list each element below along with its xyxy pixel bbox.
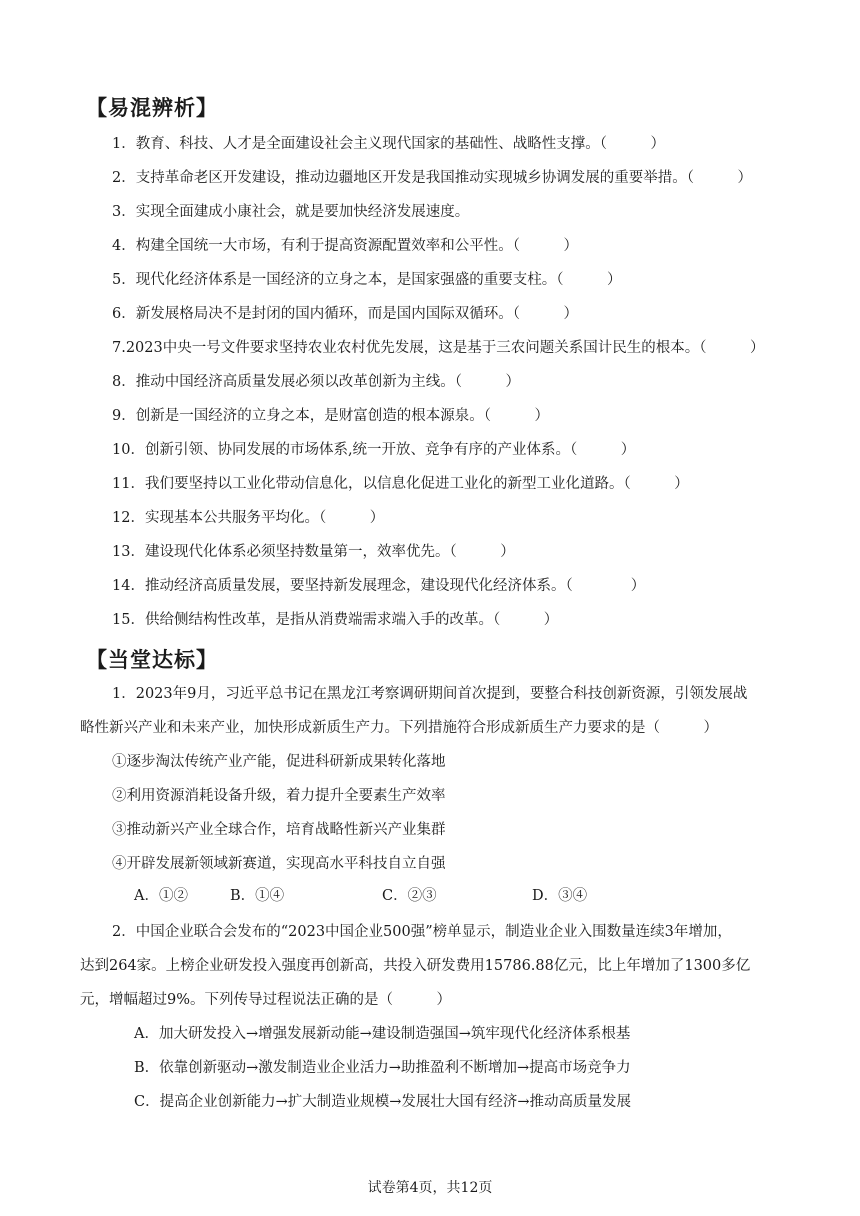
confusion-item-15: 15．供给侧结构性改革，是指从消费端需求端入手的改革。（ ）: [112, 612, 559, 628]
confusion-item-9: 9．创新是一国经济的立身之本，是财富创造的根本源泉。（ ）: [112, 408, 549, 424]
question-2-option-b: B．依靠创新驱动→激发制造业企业活力→助推盈利不断增加→提高市场竞争力: [134, 1060, 631, 1076]
confusion-item-2: 2．支持革命老区开发建设，推动边疆地区开发是我国推动实现城乡协调发展的重要举措。（ ）: [112, 170, 752, 186]
confusion-item-6: 6．新发展格局决不是封闭的国内循环，而是国内国际双循环。（ ）: [112, 306, 578, 322]
section-title-confusion: 【易混辨析】: [86, 96, 218, 120]
question-1-statement-3: ③推动新兴产业全球合作，培育战略性新兴产业集群: [112, 822, 446, 838]
question-2-option-c: C．提高企业创新能力→扩大制造业规模→发展壮大国有经济→推动高质量发展: [134, 1094, 632, 1110]
confusion-item-3: 3．实现全面建成小康社会，就是要加快经济发展速度。: [112, 204, 470, 220]
question-1-option-a: A．①②: [134, 888, 188, 904]
question-2-option-a: A．加大研发投入→增强发展新动能→建设制造强国→筑牢现代化经济体系根基: [134, 1026, 631, 1042]
confusion-item-11: 11．我们要坚持以工业化带动信息化，以信息化促进工业化的新型工业化道路。（ ）: [112, 476, 689, 492]
confusion-item-8: 8．推动中国经济高质量发展必须以改革创新为主线。（ ）: [112, 374, 520, 390]
question-2-stem-line-1: 2．中国企业联合会发布的“2023中国企业500强”榜单显示，制造业企业入围数量连续3年增加，: [112, 924, 732, 940]
question-1-option-d: D．③④: [532, 888, 588, 904]
question-1-statement-4: ④开辟发展新领域新赛道，实现高水平科技自立自强: [112, 856, 446, 872]
confusion-item-7: 7.2023中央一号文件要求坚持农业农村优先发展，这是基于三农问题关系国计民生的根本。（ ）: [112, 340, 765, 356]
confusion-item-5: 5．现代化经济体系是一国经济的立身之本，是国家强盛的重要支柱。（ ）: [112, 272, 622, 288]
question-1-stem-line-1: 1．2023年9月，习近平总书记在黑龙江考察调研期间首次提到，要整合科技创新资源，引领发展战: [112, 686, 748, 702]
confusion-item-1: 1．教育、科技、人才是全面建设社会主义现代国家的基础性、战略性支撑。（ ）: [112, 136, 665, 152]
section-title-practice: 【当堂达标】: [86, 648, 218, 672]
confusion-item-4: 4．构建全国统一大市场，有利于提高资源配置效率和公平性。（ ）: [112, 238, 578, 254]
page-footer: 试卷第4页，共12页: [367, 1180, 493, 1196]
question-1-statement-1: ①逐步淘汰传统产业产能，促进科研新成果转化落地: [112, 754, 446, 770]
question-1-option-b: B．①④: [230, 888, 285, 904]
confusion-item-13: 13．建设现代化体系必须坚持数量第一，效率优先。（ ）: [112, 544, 515, 560]
question-2-stem-line-3: 元，增幅超过9%。下列传导过程说法正确的是（ ）: [80, 992, 452, 1008]
confusion-item-12: 12．实现基本公共服务平均化。（ ）: [112, 510, 385, 526]
question-1-option-c: C．②③: [382, 888, 437, 904]
confusion-item-10: 10．创新引领、协同发展的市场体系,统一开放、竞争有序的产业体系。（ ）: [112, 442, 636, 458]
confusion-item-14: 14．推动经济高质量发展，要坚持新发展理念，建设现代化经济体系。（ ）: [112, 578, 646, 594]
question-1-statement-2: ②利用资源消耗设备升级，着力提升全要素生产效率: [112, 788, 446, 804]
question-1-stem-line-2: 略性新兴产业和未来产业，加快形成新质生产力。下列措施符合形成新质生产力要求的是（ ）: [80, 720, 718, 736]
question-2-stem-line-2: 达到264家。上榜企业研发投入强度再创新高，共投入研发费用15786.88亿元，比上年增加了1300多亿: [80, 958, 751, 974]
